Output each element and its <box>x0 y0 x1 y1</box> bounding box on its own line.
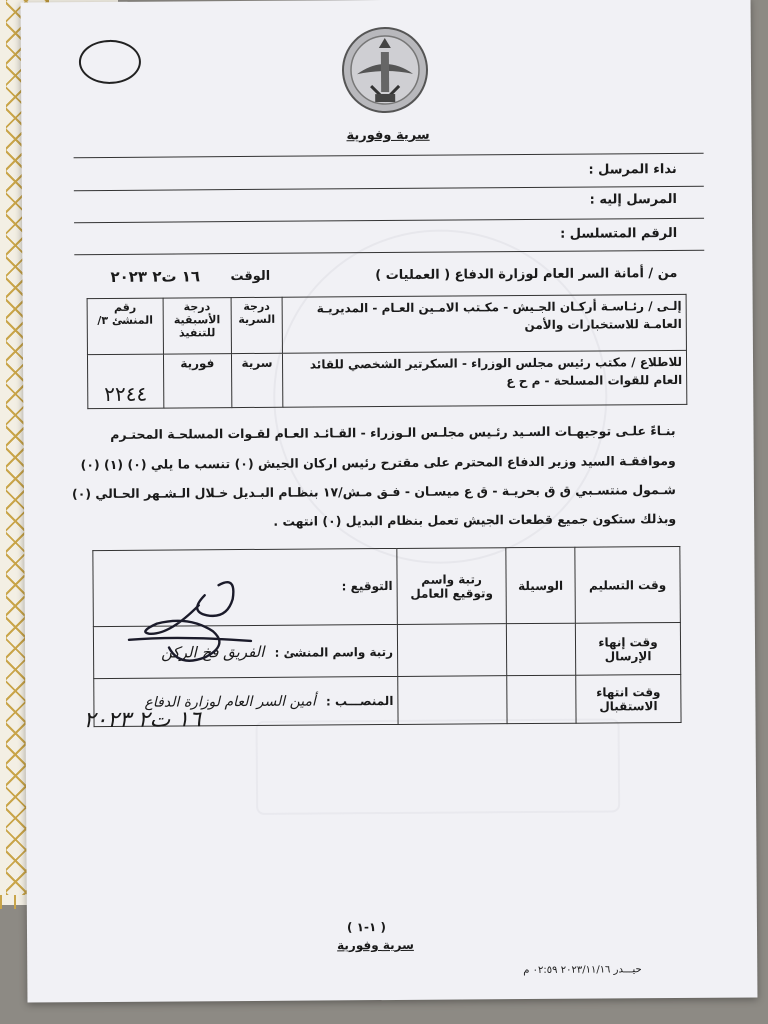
body-line-2: وموافقـة السيد وزير الدفاع المحترم على مقترح رئيس اركان الجيش (٠) تنسب ما يلي (٠) (١) (٠) <box>80 452 676 473</box>
body-line-1: بنـاءً علـى توجيهـات السـيد رئـيس مجلـس الـوزراء - القـائـد العـام لقـوات المسلحـة المحتـرم <box>110 422 676 442</box>
handwritten-date: ١٦ ت٢ ٢٠٢٣ <box>83 707 202 734</box>
originator-number: ٢٢٤٤ <box>87 354 163 409</box>
caller-label: نداء المرسل : <box>588 161 677 178</box>
document-page <box>21 0 758 1003</box>
oval-stamp-mark <box>79 40 141 84</box>
to-cell: إلـى / رئـاسـة أركـان الجـيش - مكـتب الامـين العـام - المديريـة العامـة للاستخبارات والأمن <box>282 294 686 353</box>
print-timestamp: حيـــدر ٢٠٢٣/١١/١٦ ٠٢:٥٩ م <box>523 964 642 977</box>
body-line-4: وبذلك ستكون جميع قطعات الجيش تعمل بنظام البديل (٠) انتهت . <box>273 510 677 529</box>
receive-operator-cell <box>398 676 507 725</box>
priority-value: فورية <box>163 354 231 408</box>
operator-rank-label: رتبة واسم وتوقيع العامل <box>397 548 507 625</box>
serial-label: الرقم المتسلسل : <box>559 225 678 242</box>
send-means-cell <box>506 623 575 675</box>
watermark-text-box <box>256 718 621 815</box>
priority-header: درجة الأسبقية للتنفيذ <box>163 298 231 354</box>
originator-name-handwritten: الفريق فخ الركن <box>161 642 265 662</box>
originator-header: رقم المنشئ ٣/ <box>87 298 163 355</box>
signature-label: التوقيع : <box>93 548 398 626</box>
recipient-label: المرسل إليه : <box>589 191 677 208</box>
time-value: ١٦ ت٢ ٢٠٢٣ <box>110 267 201 286</box>
classification-bottom: سرية وفورية <box>337 937 414 953</box>
send-operator-cell <box>397 624 506 677</box>
delivery-time-label: وقت التسليم <box>575 546 681 623</box>
rule-line <box>74 218 704 223</box>
ministry-emblem-logo <box>341 24 430 117</box>
position-label: المنصـــب : <box>325 693 394 708</box>
classification-value: سرية <box>231 353 283 407</box>
rule-line <box>74 186 704 191</box>
classification-header: درجة السرية <box>231 297 283 353</box>
info-cell: للاطلاع / مكتب رئيس مجلس الوزراء - السكرتير الشخصي للقائد العام للقوات المسلحة - م ح ع <box>283 350 687 407</box>
time-label: الوقت <box>230 268 271 285</box>
means-label: الوسيلة <box>506 547 576 623</box>
send-end-label: وقت إنهاء الإرسال <box>575 622 680 675</box>
position-value-handwritten: أمين السر العام لوزارة الدفاع <box>144 693 316 711</box>
classification-top: سرية وفورية <box>346 127 430 144</box>
from-line: من / أمانة السر العام لوزارة الدفاع ( العمليات ) <box>375 265 678 284</box>
page-number: ( ١-١ ) <box>346 920 387 935</box>
rule-line <box>74 153 704 158</box>
routing-table <box>87 294 688 409</box>
handwritten-signature <box>109 575 260 676</box>
body-line-3: شـمول منتسـبي ق ق بحريـة - ق ع ميسـان - فـق مـش/١٧ بنظـام البـديل خـلال الـشـهر الحـالي (٠) <box>71 481 676 502</box>
receive-means-cell <box>507 675 576 723</box>
originator-rank-label: رتبة واسم المنشئ : <box>274 644 394 660</box>
receive-end-label: وقت انتهاء الاستقبال <box>576 674 681 723</box>
